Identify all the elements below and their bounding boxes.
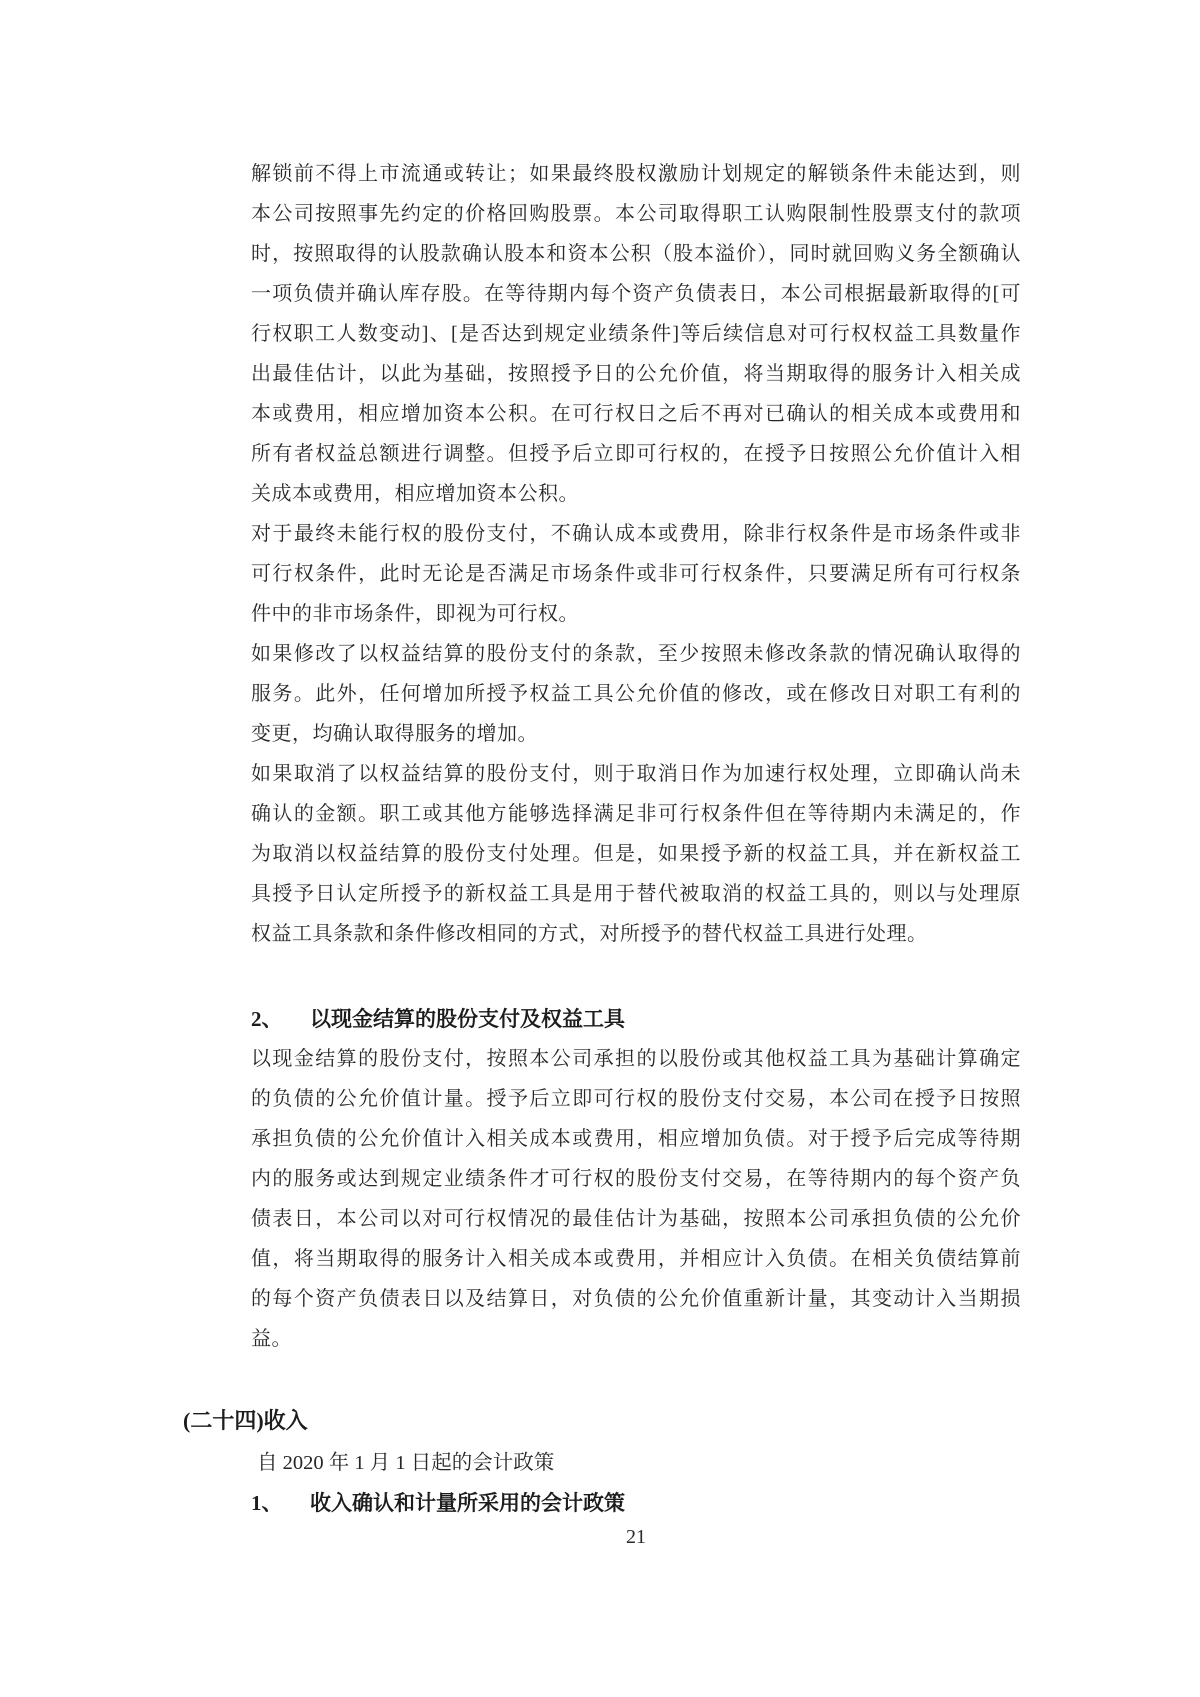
text-line: 本或费用，相应增加资本公积。在可行权日之后不再对已确认的相关成本或费用和 [251,403,1021,425]
paragraph-cash-settled [251,1039,1021,1359]
text-line: 益。 [251,1328,292,1350]
heading-number: 2、 [251,1007,283,1031]
sub-heading-title: 收入确认和计量所采用的会计政策 [310,1491,625,1515]
main-text-column [183,154,1021,1523]
section-heading-revenue: (二十四)收入 [183,1408,308,1433]
text-line: 为取消以权益结算的股份支付处理。但是，如果授予新的权益工具，并在新权益工 [251,843,1021,865]
text-line: 承担负债的公允价值计入相关成本或费用，相应增加负债。对于授予后完成等待期 [251,1128,1021,1150]
text-line: 如果取消了以权益结算的股份支付，则于取消日作为加速行权处理，立即确认尚未 [251,763,1021,785]
paragraph-modification [251,634,1021,754]
paragraph-cancellation [251,754,1021,954]
text-line: 本公司按照事先约定的价格回购股票。本公司取得职工认购限制性股票支付的款项 [251,203,1021,225]
sub-heading-revenue-recognition [251,1483,1021,1523]
text-line: 权益工具条款和条件修改相同的方式，对所授予的替代权益工具进行处理。 [251,923,928,945]
text-line: 如果修改了以权益结算的股份支付的条款，至少按照未修改条款的情况确认取得的 [251,643,1021,665]
text-line: 可行权条件，此时无论是否满足市场条件或非可行权条件，只要满足所有可行权条 [251,563,1021,585]
text-line: 行权职工人数变动]、[是否达到规定业绩条件]等后续信息对可行权权益工具数量作 [251,323,1021,345]
text-line: 内的服务或达到规定业绩条件才可行权的股份支付交易，在等待期内的每个资产负 [251,1168,1021,1190]
text-line: 件中的非市场条件，即视为可行权。 [251,603,579,625]
text-line: 变更，均确认取得服务的增加。 [251,723,538,745]
text-line: 值，将当期取得的服务计入相关成本或费用，并相应计入负债。在相关负债结算前 [251,1248,1021,1270]
sub-heading-number: 1、 [251,1491,283,1515]
text-line: 服务。此外，任何增加所授予权益工具公允价值的修改，或在修改日对职工有利的 [251,683,1021,705]
page-number: 21 [626,1526,646,1548]
text-line: 解锁前不得上市流通或转让；如果最终股权激励计划规定的解锁条件未能达到，则 [251,163,1021,185]
text-line: 确认的金额。职工或其他方能够选择满足非可行权条件但在等待期内未满足的，作 [251,803,1021,825]
text-line: 债表日，本公司以对可行权情况的最佳估计为基础，按照本公司承担负债的公允价 [251,1208,1021,1230]
text-line: 所有者权益总额进行调整。但授予后立即可行权的，在授予日按照公允价值计入相 [251,443,1021,465]
text-line: 关成本或费用，相应增加资本公积。 [251,483,579,505]
paragraph-restricted-stock [251,154,1021,514]
text-line: 出最佳估计，以此为基础，按照授予日的公允价值，将当期取得的服务计入相关成 [251,363,1021,385]
heading-title: 以现金结算的股份支付及权益工具 [310,1007,625,1031]
text-line: 具授予日认定所授予的新权益工具是用于替代被取消的权益工具的，则以与处理原 [251,883,1021,905]
text-line: 时，按照取得的认股款确认股本和资本公积（股本溢价），同时就回购义务全额确认 [251,243,1021,265]
text-line: 对于最终未能行权的股份支付，不确认成本或费用，除非行权条件是市场条件或非 [251,523,1021,545]
text-line: 一项负债并确认库存股。在等待期内每个资产负债表日，本公司根据最新取得的[可 [251,283,1021,305]
text-line: 的负债的公允价值计量。授予后立即可行权的股份支付交易，本公司在授予日按照 [251,1088,1021,1110]
text-line: 以现金结算的股份支付，按照本公司承担的以股份或其他权益工具为基础计算确定 [251,1048,1021,1070]
policy-effective-date-note: 自 2020 年 1 月 1 日起的会计政策 [257,1452,555,1474]
paragraph-vesting-conditions [251,514,1021,634]
text-line: 的每个资产负债表日以及结算日，对负债的公允价值重新计量，其变动计入当期损 [251,1288,1021,1310]
heading-cash-settled-share-payment [251,999,1021,1039]
